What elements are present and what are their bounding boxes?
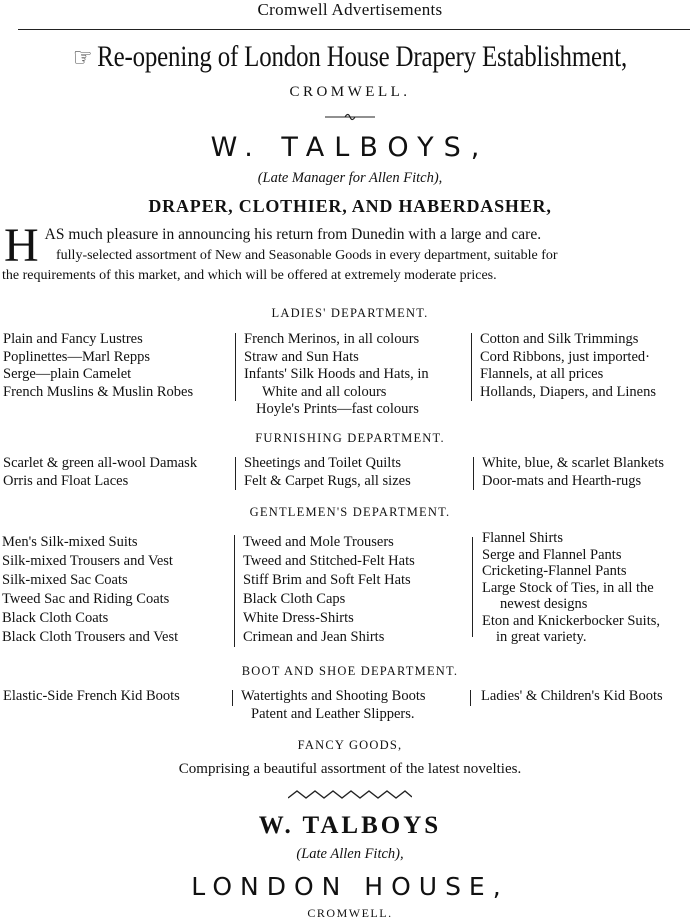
trades-heading: DRAPER, CLOTHIER, AND HABERDASHER, xyxy=(148,196,552,216)
list-item: newest designs xyxy=(500,596,588,612)
page-header: Cromwell Advertisements xyxy=(257,0,443,19)
list-item: Cotton and Silk Trimmings xyxy=(480,331,639,347)
list-item: Patent and Leather Slippers. xyxy=(251,705,415,722)
intro-paragraph xyxy=(4,219,696,272)
ornament-divider xyxy=(325,111,375,121)
list-item: Serge and Flannel Pants xyxy=(482,546,622,563)
column-divider xyxy=(471,333,472,401)
intro-line-3: the requirements of this market, and which will be offered at extremely moderate prices. xyxy=(2,268,497,283)
list-item: Men's Silk-mixed Suits xyxy=(2,534,138,550)
boots-col-2 xyxy=(241,688,426,723)
intro-line-1: AS much pleasure in announcing his return from Dunedin with a large and care. xyxy=(44,226,542,243)
headline-text: Re-opening of London House Drapery Establishment, xyxy=(97,40,628,73)
list-item: Sheetings and Toilet Quilts xyxy=(244,455,402,471)
column-divider xyxy=(235,457,236,490)
list-item: White Dress-Shirts xyxy=(243,610,354,626)
list-item: Tweed and Stitched-Felt Hats xyxy=(243,553,415,569)
list-item: Serge—plain Camelet xyxy=(3,366,132,382)
list-item: Cricketing-Flannel Pants xyxy=(482,563,627,579)
list-item: Plain and Fancy Lustres xyxy=(3,331,143,347)
list-item: Elastic-Side French Kid Boots xyxy=(3,688,180,704)
furnishing-col-3 xyxy=(482,455,664,490)
ladies-col-3 xyxy=(480,331,656,401)
list-item: French Merinos, in all colours xyxy=(244,331,420,347)
list-item: Flannels, at all prices xyxy=(480,366,604,382)
list-item: Black Cloth Trousers and Vest xyxy=(2,629,179,645)
column-divider xyxy=(234,535,235,647)
footer-town: CROMWELL. xyxy=(307,906,393,920)
list-item: Hollands, Diapers, and Linens xyxy=(480,383,656,400)
headline xyxy=(60,40,641,74)
list-item: Eton and Knickerbocker Suits, xyxy=(482,612,660,629)
list-item: in great variety. xyxy=(496,629,587,645)
list-item: Tweed and Mole Trousers xyxy=(243,534,394,550)
ladies-dept-title: LADIES' DEPARTMENT. xyxy=(271,306,429,320)
list-item: Felt & Carpet Rugs, all sizes xyxy=(244,472,411,489)
furnishing-col-1 xyxy=(3,455,197,490)
boot-dept-title: BOOT AND SHOE DEPARTMENT. xyxy=(241,664,459,678)
fancy-goods-title: FANCY GOODS, xyxy=(297,738,403,752)
list-item: French Muslins & Muslin Robes xyxy=(3,383,194,400)
furnishing-col-2 xyxy=(244,455,411,490)
list-item: Crimean and Jean Shirts xyxy=(243,629,385,645)
column-divider xyxy=(235,333,236,401)
list-item: White, blue, & scarlet Blankets xyxy=(482,455,665,471)
list-item: Straw and Sun Hats xyxy=(244,348,359,365)
furnishing-dept-title: FURNISHING DEPARTMENT. xyxy=(255,431,445,445)
boots-col-3 xyxy=(481,688,663,706)
list-item: Poplinettes—Marl Repps xyxy=(3,348,151,365)
list-item: Door-mats and Hearth-rugs xyxy=(482,472,642,489)
footer-late: (Late Allen Fitch), xyxy=(296,846,404,862)
list-item: Cord Ribbons, just imported· xyxy=(480,348,650,365)
list-item: Black Cloth Caps xyxy=(243,591,346,607)
column-divider xyxy=(473,457,474,490)
intro-line-2: fully-selected assortment of New and Seasonable Goods in every department, suitable for xyxy=(56,248,558,263)
column-divider xyxy=(472,537,473,637)
pointing-hand-icon: ☞ xyxy=(72,43,93,72)
column-divider xyxy=(232,690,233,706)
list-item: Large Stock of Ties, in all the xyxy=(482,579,654,596)
ladies-col-2 xyxy=(244,331,429,419)
boots-col-1 xyxy=(3,688,180,706)
list-item: Orris and Float Laces xyxy=(3,472,129,489)
list-item: Tweed Sac and Riding Coats xyxy=(2,591,170,607)
list-item: Black Cloth Coats xyxy=(2,610,109,626)
drop-cap: H xyxy=(4,219,39,272)
ladies-col-1 xyxy=(3,331,193,401)
gentlemen-col-2 xyxy=(243,533,415,647)
list-item: Hoyle's Prints—fast colours xyxy=(256,401,419,417)
list-item: White and all colours xyxy=(262,383,387,400)
list-item: Infants' Silk Hoods and Hats, in xyxy=(244,366,429,382)
footer-merchant: W. TALBOYS xyxy=(258,812,442,839)
list-item: Scarlet & green all-wool Damask xyxy=(3,455,198,471)
list-item: Silk-mixed Sac Coats xyxy=(2,572,128,588)
list-item: Stiff Brim and Soft Felt Hats xyxy=(243,572,411,588)
list-item: Ladies' & Children's Kid Boots xyxy=(481,688,663,704)
gentlemen-col-3 xyxy=(482,530,660,646)
header-rule xyxy=(18,29,690,30)
london-house-title: LONDON HOUSE, xyxy=(191,872,509,901)
gentlemen-dept-title: GENTLEMEN'S DEPARTMENT. xyxy=(249,505,451,519)
fancy-goods-text: Comprising a beautiful assortment of the latest novelties. xyxy=(178,761,522,777)
merchant-name: W. TALBOYS, xyxy=(210,132,490,163)
column-divider xyxy=(470,690,471,706)
list-item: Silk-mixed Trousers and Vest xyxy=(2,553,173,569)
town-name: CROMWELL. xyxy=(289,84,411,100)
list-item: Watertights and Shooting Boots xyxy=(241,688,426,704)
gentlemen-col-1 xyxy=(2,533,178,647)
zigzag-ornament xyxy=(288,788,412,800)
list-item: Flannel Shirts xyxy=(482,530,563,546)
late-manager: (Late Manager for Allen Fitch), xyxy=(257,170,443,186)
